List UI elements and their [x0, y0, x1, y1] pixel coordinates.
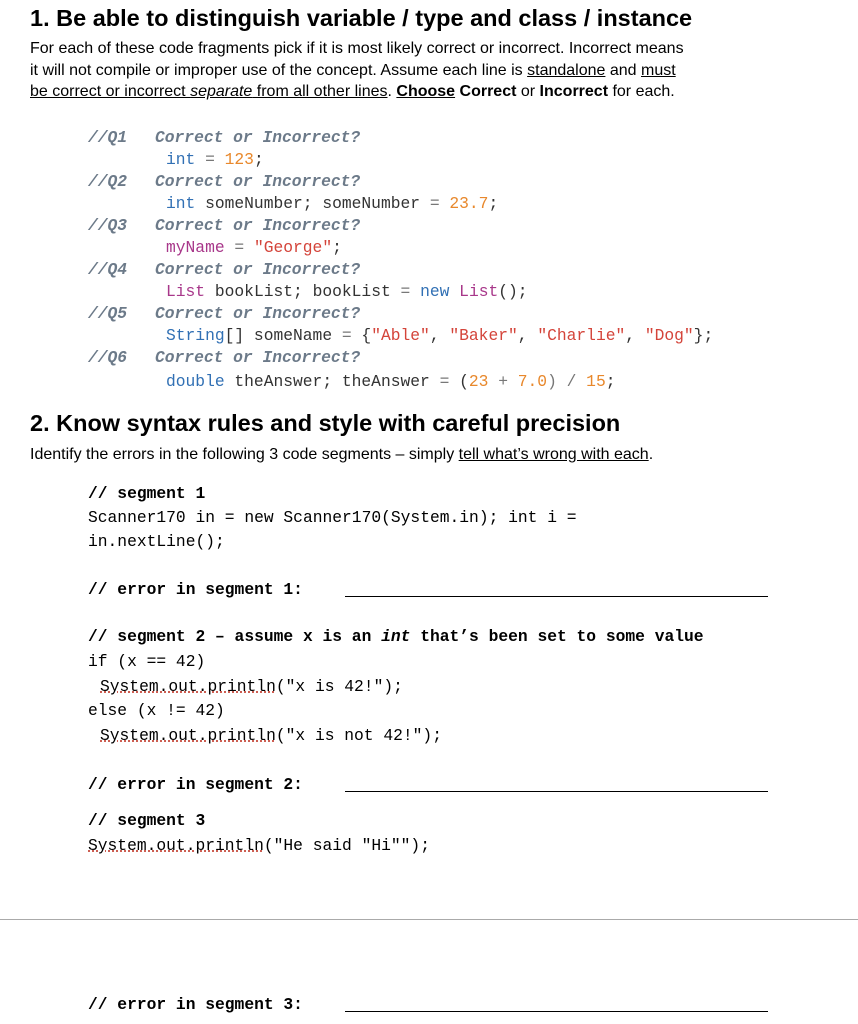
question-4-code — [166, 282, 528, 301]
code-token: + — [488, 372, 518, 391]
segment-2-error-label: // error in segment 2: — [88, 775, 303, 794]
segment-2-answer-line[interactable] — [345, 791, 768, 792]
code-token: int — [166, 194, 196, 213]
segment-2-comment — [88, 627, 704, 646]
question-label: //Q6 — [88, 348, 128, 367]
code-text: ("He said "Hi""); — [263, 836, 430, 855]
underlined-word: must — [641, 61, 676, 79]
code-token: myName — [166, 238, 225, 257]
code-token — [449, 282, 459, 301]
instructions-line-3 — [30, 81, 830, 103]
instructions-text: . — [648, 446, 654, 463]
squiggly-underlined-code: System.out.println — [100, 726, 276, 745]
code-token: String — [166, 326, 225, 345]
code-token: "Baker" — [449, 326, 518, 345]
code-token: }; — [693, 326, 714, 345]
code-token: = — [429, 194, 440, 213]
question-5-prompt[interactable] — [88, 304, 360, 323]
italic-underlined-word: separate — [190, 83, 253, 100]
question-1-prompt[interactable] — [88, 128, 360, 147]
question-label: //Q2 — [88, 172, 128, 191]
code-token: (); — [498, 282, 528, 301]
question-4-prompt[interactable] — [88, 260, 360, 279]
code-token: List — [459, 282, 499, 301]
code-token: bookList; bookList — [205, 282, 401, 301]
segment-3-error-label: // error in segment 3: — [88, 995, 303, 1014]
section-2-instructions — [30, 446, 653, 464]
code-token: List — [166, 282, 206, 301]
instructions-line-1 — [30, 38, 830, 60]
code-token: 7.0 — [517, 372, 548, 391]
segment-2-line-3: else (x != 42) — [88, 701, 225, 720]
code-token: "Able" — [371, 326, 430, 345]
question-6-code — [166, 372, 616, 391]
code-token: theAnswer; theAnswer — [224, 372, 440, 391]
code-text: ("x is 42!"); — [275, 677, 403, 696]
section-1-instructions — [30, 38, 830, 103]
code-token: 23 — [468, 372, 489, 391]
comment-text: that’s been set to some value — [410, 627, 704, 646]
section-1-title: 1. Be able to distinguish variable / type and class / instance — [30, 5, 693, 31]
comment-text: // segment 2 – assume x is an — [88, 627, 382, 646]
correct-or-incorrect-prompt: Correct or Incorrect? — [155, 304, 361, 323]
segment-3-answer-line[interactable] — [345, 1011, 768, 1012]
bold-word: Incorrect — [539, 83, 609, 100]
code-token: = — [439, 372, 450, 391]
code-token: { — [351, 326, 372, 345]
code-token: = — [195, 150, 225, 169]
code-token: ; — [605, 372, 616, 391]
code-token: , — [517, 326, 538, 345]
code-token: new — [420, 282, 450, 301]
segment-3-comment: // segment 3 — [88, 811, 206, 830]
code-token — [440, 194, 450, 213]
underlined-word: standalone — [527, 61, 606, 79]
question-6-prompt[interactable] — [88, 348, 360, 367]
segment-1-line-1: Scanner170 in = new Scanner170(System.in); int i = — [88, 508, 577, 527]
bold-word: Correct — [455, 83, 517, 100]
correct-or-incorrect-prompt: Correct or Incorrect? — [155, 260, 361, 279]
code-text: ("x is not 42!"); — [275, 726, 442, 745]
code-token: 15 — [586, 372, 606, 391]
correct-or-incorrect-prompt: Correct or Incorrect? — [155, 348, 361, 367]
code-token: [] someName — [224, 326, 342, 345]
instructions-text: for each. — [608, 83, 675, 100]
question-1-code — [166, 150, 264, 169]
instructions-line-2 — [30, 60, 830, 82]
underlined-phrase: tell what’s wrong with each — [458, 446, 649, 463]
code-token: , — [625, 326, 645, 345]
question-5-code — [166, 326, 713, 345]
code-token: "Charlie" — [537, 326, 626, 345]
instructions-text: or — [516, 83, 540, 100]
segment-1-line-2: in.nextLine(); — [88, 532, 225, 551]
instructions-text: and — [605, 61, 642, 79]
underlined-phrase: from all other lines — [252, 83, 388, 100]
squiggly-underlined-code: System.out.println — [100, 677, 276, 696]
segment-3-line-1 — [88, 836, 430, 855]
segment-1-answer-line[interactable] — [345, 596, 768, 597]
correct-or-incorrect-prompt: Correct or Incorrect? — [155, 128, 361, 147]
segment-2-line-4 — [100, 726, 442, 745]
code-token: "Dog" — [644, 326, 694, 345]
code-token — [410, 282, 420, 301]
instructions-text: For each of these code fragments pick if it is most likely correct or incorrect. Incorrect means — [30, 40, 684, 57]
code-token: 123 — [224, 150, 254, 169]
code-token: ; — [253, 150, 264, 169]
code-token: ; — [332, 238, 342, 257]
code-token: int — [166, 150, 196, 169]
segment-2-line-2 — [100, 677, 403, 696]
question-label: //Q1 — [88, 128, 128, 147]
comment-italic-type: int — [381, 627, 411, 646]
instructions-text: it will not compile or improper use of the concept. Assume each line is — [30, 61, 528, 79]
code-token: = — [400, 282, 411, 301]
page-break-divider — [0, 919, 858, 920]
bold-underlined-word: Choose — [396, 83, 456, 100]
correct-or-incorrect-prompt: Correct or Incorrect? — [155, 172, 361, 191]
instructions-text: . — [387, 83, 397, 100]
code-token: 23.7 — [449, 194, 489, 213]
question-2-prompt[interactable] — [88, 172, 360, 191]
question-3-prompt[interactable] — [88, 216, 360, 235]
correct-or-incorrect-prompt: Correct or Incorrect? — [155, 216, 361, 235]
segment-1-error-label: // error in segment 1: — [88, 580, 303, 599]
underlined-phrase: be correct or incorrect — [30, 83, 191, 100]
question-label: //Q5 — [88, 304, 128, 323]
segment-2-line-1: if (x == 42) — [88, 652, 206, 671]
question-2-code — [166, 194, 498, 213]
squiggly-underlined-code: System.out.println — [88, 836, 264, 855]
section-2-title: 2. Know syntax rules and style with careful precision — [30, 410, 621, 436]
question-label: //Q4 — [88, 260, 128, 279]
code-token: = — [224, 238, 254, 257]
code-token: ; — [488, 194, 499, 213]
instructions-text: Identify the errors in the following 3 code segments – simply — [30, 446, 459, 463]
code-token: ( — [449, 372, 469, 391]
segment-1-comment: // segment 1 — [88, 484, 206, 503]
question-label: //Q3 — [88, 216, 128, 235]
question-3-code — [166, 238, 342, 257]
code-token: double — [166, 372, 225, 391]
code-token: someNumber; someNumber — [195, 194, 430, 213]
code-token: = — [341, 326, 352, 345]
code-token: , — [429, 326, 450, 345]
code-token: ) / — [547, 372, 587, 391]
code-token: "George" — [253, 238, 333, 257]
